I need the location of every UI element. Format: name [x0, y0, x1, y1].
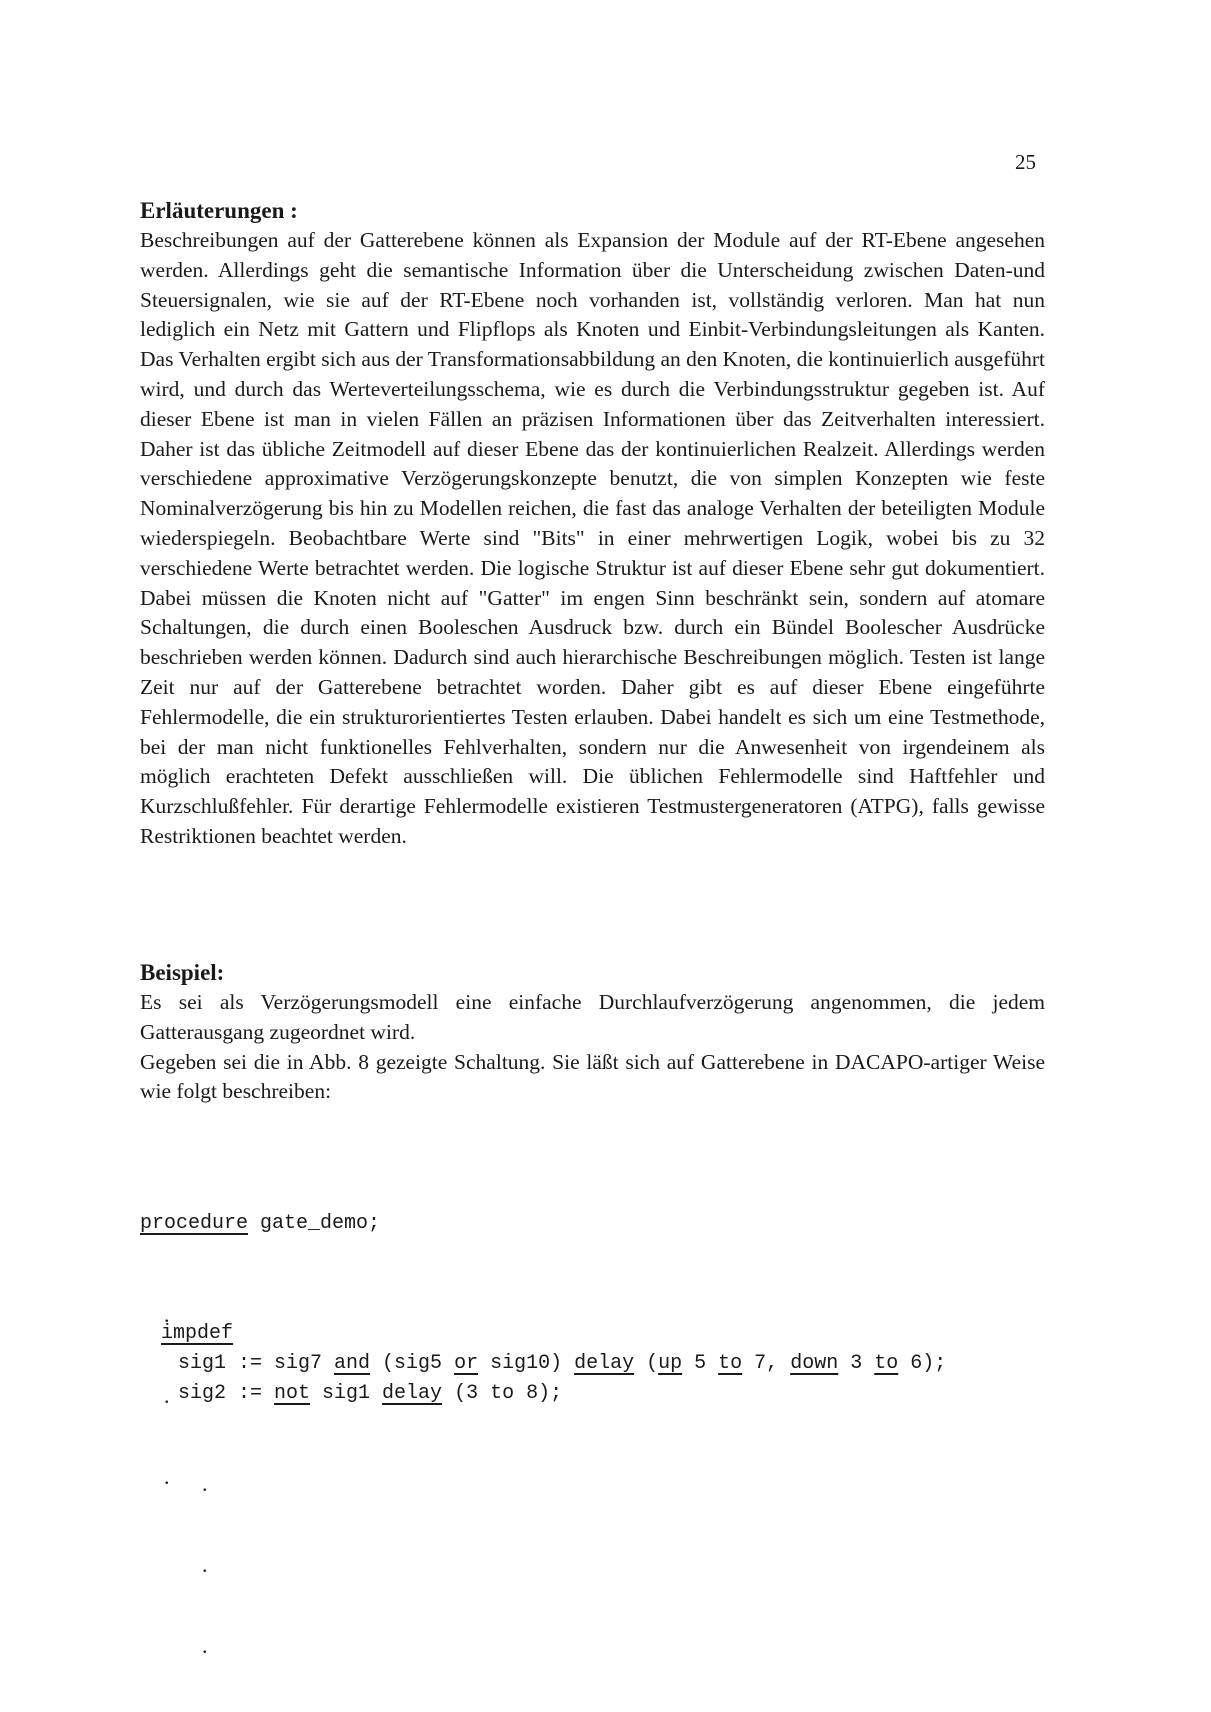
keyword-impdef: impdef [161, 1322, 234, 1345]
keyword-up: up [658, 1352, 683, 1375]
keyword-delay: delay [382, 1382, 443, 1405]
keyword-to: to [718, 1352, 743, 1375]
dot: . [202, 1633, 208, 1658]
dot: . [202, 1471, 208, 1496]
dot: . [164, 1464, 170, 1489]
code-text: sig1 [310, 1382, 383, 1405]
page-number: 25 [1015, 150, 1036, 174]
code-listing [140, 1210, 947, 1658]
code-text: sig1 := sig7 [178, 1352, 335, 1375]
dot: . [164, 1383, 170, 1408]
code-line-sig2 [178, 1380, 562, 1408]
code-text: 6); [898, 1352, 947, 1375]
explanations-heading: Erläuterungen : [140, 198, 298, 223]
code-text: 5 [682, 1352, 719, 1375]
explanations-section [140, 196, 1045, 852]
keyword-delay: delay [574, 1352, 635, 1375]
code-text: ( [634, 1352, 659, 1375]
code-text: (sig5 [370, 1352, 455, 1375]
code-text: sig10) [478, 1352, 575, 1375]
procedure-line [140, 1210, 380, 1238]
dot: . [164, 1302, 170, 1327]
impdef-line [161, 1320, 233, 1348]
code-line-sig1 [178, 1350, 946, 1378]
keyword-not: not [274, 1382, 311, 1405]
code-text: (3 to 8); [442, 1382, 563, 1405]
explanations-paragraph: Beschreibungen auf der Gatterebene können als Expansion der Module auf der RT-Ebene angesehen werden. Allerdings geht die semantische Information über die Unterscheidung zwischen Daten-und Steuersignalen, wie sie auf der RT-Ebene noch vorhanden ist, vollständig verloren. Man hat nun lediglich ein Netz mit Gattern und Flipflops als Knoten und Einbit-Verbindungsleitungen als Kanten. Das Verhalten ergibt sich aus der Transformationsabbildung an den Knoten, die kontinuierlich ausgeführt wird, und durch das Werteverteilungsschema, wie es durch die Verbindungsstruktur gegeben ist. Auf dieser Ebene ist man in vielen Fällen an präzisen Informationen über das Zeitverhalten interessiert. Daher ist das übliche Zeitmodell auf dieser Ebene das der kontinuierlichen Realzeit. Allerdings werden verschiedene approximative Verzögerungskonzepte benutzt, die von simplen Konzepten wie feste Nominalverzögerung bis hin zu Modellen reichen, die fast das analoge Verhalten der beteiligten Module wiederspiegeln. Beobachtbare Werte sind "Bits" in einer mehrwertigen Logik, wobei bis zu 32 verschiedene Werte betrachtet werden. Die logische Struktur ist auf dieser Ebene sehr gut dokumentiert. Dabei müssen die Knoten nicht auf "Gatter" im engen Sinn beschränkt sein, sondern auf atomare Schaltungen, die durch einen Booleschen Ausdruck bzw. durch ein Bündel Boolescher Ausdrücke beschrieben werden können. Dadurch sind auch hierarchische Beschreibungen möglich. Testen ist lange Zeit nur auf der Gatterebene betrachtet worden. Daher gibt es auf dieser Ebene eingeführte Fehlermodelle, die ein strukturorientiertes Testen erlauben. Dabei handelt es sich um eine Testmethode, bei der man nicht funktionelles Fehlverhalten, sondern nur die Anwesenheit von irgendeinem als möglich erachteten Defekt ausschließen will. Die üblichen Fehlermodelle sind Haftfehler und Kurzschlußfehler. Für derartige Fehlermodelle existieren Testmustergeneratoren (ATPG), falls gewisse Restriktionen beachtet werden. [140, 228, 1046, 848]
keyword-or: or [454, 1352, 479, 1375]
keyword-procedure: procedure [140, 1212, 249, 1235]
dot: . [202, 1552, 208, 1577]
example-paragraph-2: Gegeben sei die in Abb. 8 gezeigte Schaltung. Sie läßt sich auf Gatterebene in DACAPO-artiger Weise wie folgt beschreiben: [140, 1049, 1045, 1104]
example-heading: Beispiel: [140, 960, 225, 985]
ellipsis-bottom [202, 1417, 235, 1712]
keyword-to: to [874, 1352, 899, 1375]
procedure-name: gate_demo; [248, 1212, 381, 1235]
example-paragraph-1: Es sei als Verzögerungsmodell eine einfache Durchlaufverzögerung angenommen, die jedem Gatterausgang zugeordnet wird. [140, 990, 1045, 1044]
keyword-down: down [790, 1352, 839, 1375]
code-text: sig2 := [178, 1382, 275, 1405]
example-section [140, 958, 1045, 1107]
code-text: 3 [838, 1352, 875, 1375]
code-text: 7, [742, 1352, 791, 1375]
keyword-and: and [334, 1352, 371, 1375]
